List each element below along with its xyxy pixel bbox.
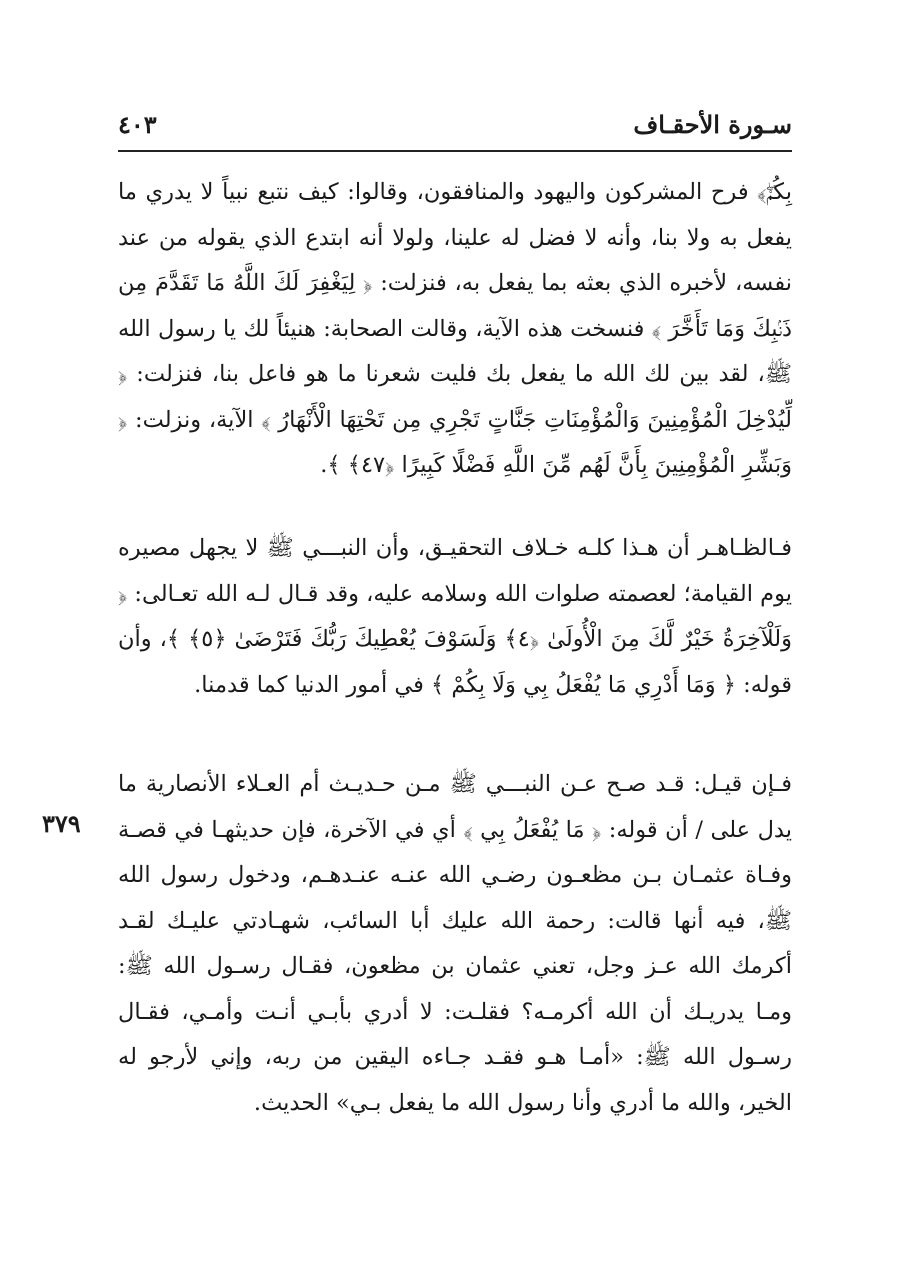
- paragraph-3: [118, 762, 792, 1126]
- paragraph-2: [118, 526, 792, 708]
- header-divider: [118, 150, 792, 152]
- paragraph-1-text: بِكُمْۖ﴾ فرح المشركون واليهود والمنافقون، وقالوا: كيف نتبع نبياً لا يدري ما يفعل به ولا بنا، وأنه لا فضل له علينا، ولولا أنه ابتدع الذي يقوله من عند نفسه، لأخبره الذي بعثه بما يفعل به، فنزلت: ﴿ لِيَغْفِرَ لَكَ اللَّهُ مَا تَقَدَّمَ مِن ذَنۢبِكَ وَمَا تَأَخَّرَ ﴾ فنسخت هذه الآية، وقالت الصحابة: هنيئاً لك يا رسول الله ﷺ، لقد بين لك الله ما يفعل بك فليت شعرنا ما هو فاعل بنا، فنزلت: ﴿ لِّيُدْخِلَ الْمُؤْمِنِينَ وَالْمُؤْمِنَاتِ جَنَّاتٍ تَجْرِي مِن تَحْتِهَا الْأَنْهَارُ ﴾ الآية، ونزلت: ﴿ وَبَشِّرِ الْمُؤْمِنِينَ بِأَنَّ لَهُم مِّنَ اللَّهِ فَضْلًا كَبِيرًا ﴿٤٧﴾ ﴾.: [118, 179, 792, 478]
- paragraph-1: [118, 170, 792, 489]
- paragraph-3-text: فـإن قيـل: قـد صـح عـن النبـــي ﷺ مـن حـديـث أم العـلاء الأنصارية ما يدل على / أن قوله: ﴿ مَا يُفْعَلُ بِي ﴾ أي في الآخرة، فإن حديثهـا في قصـة وفـاة عثمـان بـن مظعـون رضـي الله عنـه عنـدهـم، ودخول رسول الله ﷺ، فيه أنها قالت: رحمة الله عليك أبا السائب، شهـادتي عليـك لقـد أكرمك الله عـز وجل، تعني عثمان بن مظعون، فقـال رسـول الله ﷺ: ومـا يدريـك أن الله أكرمـه؟ فقلـت: لا أدري بأبـي أنـت وأمـي، فقـال رسـول الله ﷺ: «أمـا هـو فقـد جـاءه اليقين من ربه، وإني لأرجو له الخير، والله ما أدري وأنا رسول الله ما يفعل بـي» الحديث.: [118, 771, 792, 1116]
- page-number: ٤٠٣: [118, 110, 157, 139]
- margin-page-reference: ٣٧٩: [42, 809, 81, 838]
- paragraph-2-text: فـالظـاهـر أن هـذا كلـه خـلاف التحقيـق، وأن النبـــي ﷺ لا يجهل مصيره يوم القيامة؛ لعصمته صلوات الله وسلامه عليه، وقد قـال لـه الله تعـالى: ﴿ وَلَلْآخِرَةُ خَيْرٌ لَّكَ مِنَ الْأُولَىٰ ﴿٤﴾ وَلَسَوْفَ يُعْطِيكَ رَبُّكَ فَتَرْضَىٰ ﴿٥﴾ ﴾، وأن قوله: ﴿ وَمَا أَدْرِي مَا يُفْعَلُ بِي وَلَا بِكُمْ ﴾ في أمور الدنيا كما قدمنا.: [118, 535, 793, 698]
- page-header: [118, 110, 792, 150]
- surah-title: سـورة الأحقـاف: [633, 110, 792, 139]
